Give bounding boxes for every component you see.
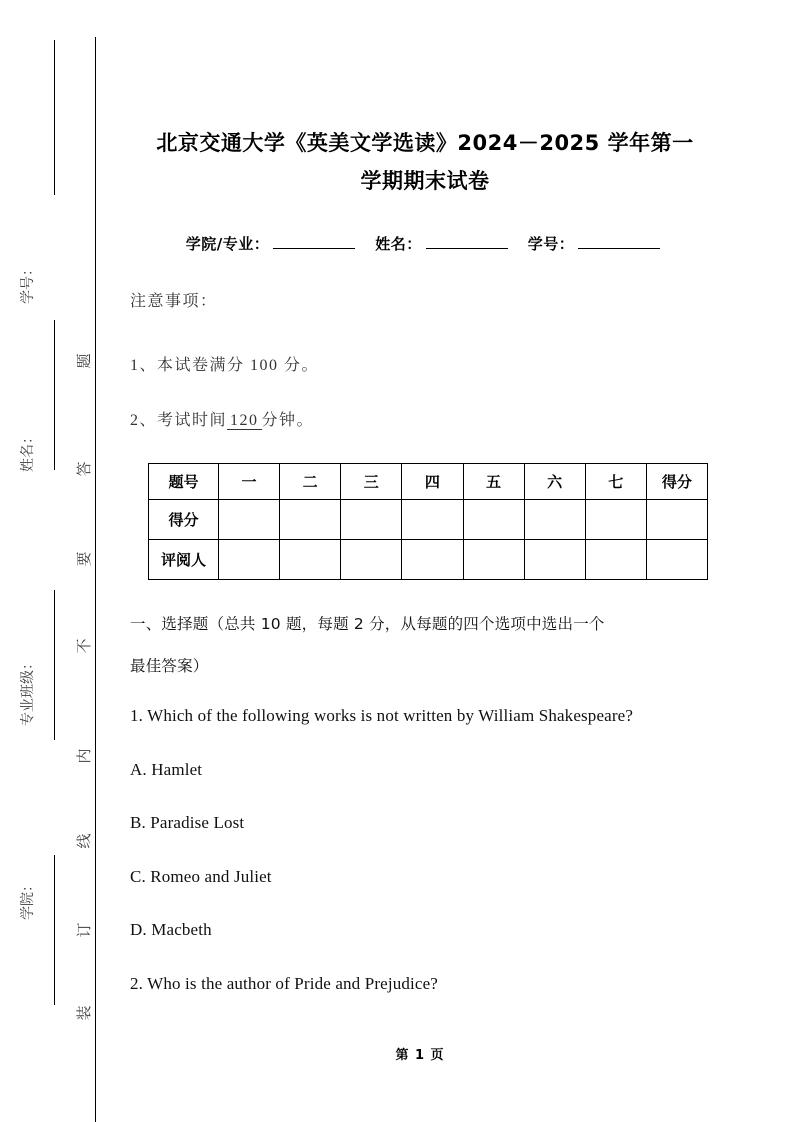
score-table-row-score xyxy=(149,500,708,540)
binding-field-line-4 xyxy=(54,855,55,1005)
question-1-option-b[interactable]: B. Paradise Lost xyxy=(130,813,245,832)
notice-item-2 xyxy=(130,407,314,430)
question-1-text: 1. Which of the following works is not written by William Shakespeare? xyxy=(130,706,634,725)
score-row-cell-4[interactable] xyxy=(402,500,463,540)
score-row-cell-6[interactable] xyxy=(524,500,585,540)
score-row-cell-1[interactable] xyxy=(219,500,280,540)
score-table-header-cell-2: 二 xyxy=(280,464,341,500)
score-table-header-cell-7: 七 xyxy=(585,464,646,500)
reviewer-row-cell-7[interactable] xyxy=(585,540,646,580)
question-1-option-d[interactable]: D. Macbeth xyxy=(130,920,212,939)
binding-margin xyxy=(0,0,100,1122)
binding-char-5: 内 xyxy=(77,748,93,764)
student-id-input[interactable] xyxy=(578,235,660,249)
binding-field-college: 学院： xyxy=(21,878,36,920)
binding-field-major-class: 专业班级： xyxy=(21,656,36,726)
question-1-option-c[interactable]: C. Romeo and Juliet xyxy=(130,867,272,886)
binding-field-line-3 xyxy=(54,590,55,740)
page-title-line-2: 学期期末试卷 xyxy=(360,169,490,193)
notice-item-2-suffix: 分钟。 xyxy=(261,412,315,429)
binding-char-4: 不 xyxy=(77,638,93,654)
score-row-cell-2[interactable] xyxy=(280,500,341,540)
binding-char-1: 题 xyxy=(77,353,93,369)
binding-char-2: 答 xyxy=(77,461,93,477)
reviewer-row-label: 评阅人 xyxy=(149,540,219,580)
section-heading-line-1: 一、选择题（总共 10 题，每题 2 分，从每题的四个选项中选出一个 xyxy=(130,615,605,633)
binding-char-8: 装 xyxy=(77,1005,93,1021)
name-label: 姓名： xyxy=(375,235,422,253)
score-table-row-reviewer xyxy=(149,540,708,580)
binding-field-name: 姓名： xyxy=(21,430,36,472)
page-body xyxy=(110,0,730,1122)
binding-field-student-id: 学号： xyxy=(21,262,36,304)
question-2-text: 2. Who is the author of Pride and Prejudice? xyxy=(130,974,438,993)
score-table-header-cell-8: 得分 xyxy=(646,464,707,500)
binding-field-line-1 xyxy=(54,40,55,195)
score-table-header-cell-0: 题号 xyxy=(149,464,219,500)
section-heading xyxy=(130,603,722,687)
reviewer-row-cell-6[interactable] xyxy=(524,540,585,580)
score-row-cell-3[interactable] xyxy=(341,500,402,540)
college-major-input[interactable] xyxy=(273,235,355,249)
score-row-cell-5[interactable] xyxy=(463,500,524,540)
binding-vertical-rule xyxy=(95,37,96,1122)
score-row-cell-8[interactable] xyxy=(646,500,707,540)
reviewer-row-cell-4[interactable] xyxy=(402,540,463,580)
page-title-line-1: 北京交通大学《英美文学选读》2024－2025 学年第一 xyxy=(156,131,694,155)
reviewer-row-cell-8[interactable] xyxy=(646,540,707,580)
college-major-label: 学院/专业： xyxy=(185,235,270,253)
reviewer-row-cell-2[interactable] xyxy=(280,540,341,580)
reviewer-row-cell-3[interactable] xyxy=(341,540,402,580)
binding-char-6: 线 xyxy=(77,833,93,849)
score-row-label: 得分 xyxy=(149,500,219,540)
page-footer: 第 1 页 xyxy=(395,1048,445,1063)
reviewer-row-cell-1[interactable] xyxy=(219,540,280,580)
section-heading-line-2: 最佳答案） xyxy=(130,657,209,675)
score-table-header-cell-1: 一 xyxy=(219,464,280,500)
binding-char-7: 订 xyxy=(77,922,93,938)
notice-heading: 注意事项： xyxy=(130,293,218,310)
page-title xyxy=(130,124,720,200)
notice-item-1: 1、本试卷满分 100 分。 xyxy=(130,357,320,374)
score-table xyxy=(148,463,708,580)
score-table-header-cell-3: 三 xyxy=(341,464,402,500)
score-table-header-row xyxy=(149,464,708,500)
score-table-header-cell-6: 六 xyxy=(524,464,585,500)
name-input[interactable] xyxy=(426,235,508,249)
exam-duration-value: 120 xyxy=(227,412,262,430)
notice-item-2-prefix: 2、考试时间 xyxy=(130,412,228,429)
binding-field-line-2 xyxy=(54,320,55,470)
score-row-cell-7[interactable] xyxy=(585,500,646,540)
student-info-row xyxy=(130,233,720,254)
binding-char-3: 要 xyxy=(77,551,93,567)
score-table-header-cell-5: 五 xyxy=(463,464,524,500)
score-table-header-cell-4: 四 xyxy=(402,464,463,500)
question-1-option-a[interactable]: A. Hamlet xyxy=(130,760,203,779)
reviewer-row-cell-5[interactable] xyxy=(463,540,524,580)
student-id-label: 学号： xyxy=(527,235,575,253)
